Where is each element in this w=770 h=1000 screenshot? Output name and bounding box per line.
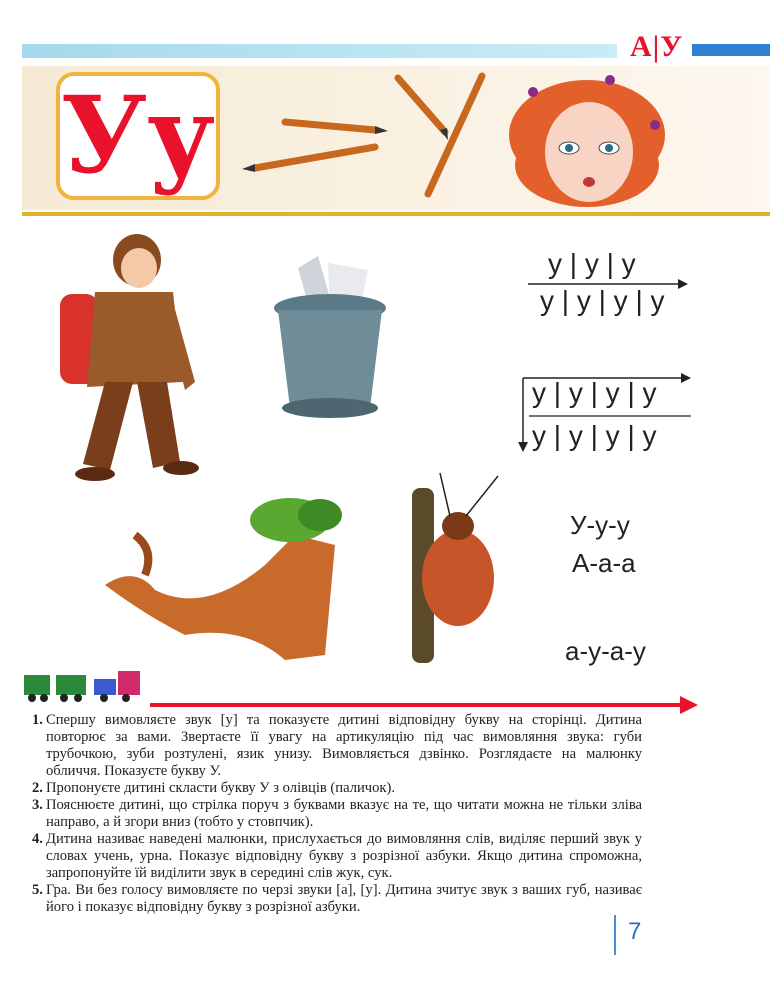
syllable-row-4: у | у | у | у xyxy=(532,420,657,451)
instruction-text: Спершу вимовляєте звук [у] та показуєте дитині відповідну букву на сторінці. Дитина повторює за вами. Звертаєте її увагу на артикуляцію під час вимовляння звука: губи трубочкою, зуби розтулені, язик унизу. Вимовляється дзвінко. Розглядаєте на малюнку обличчя. Показуєте букву У. xyxy=(46,712,642,779)
instruction-item xyxy=(32,780,642,797)
pencil-icon xyxy=(242,147,375,172)
syllable-row-3: у | у | у | у xyxy=(532,377,657,408)
instruction-item xyxy=(32,712,642,780)
instruction-num: 2. xyxy=(32,780,43,796)
instruction-text: Пояснюєте дитині, що стрілка поруч з буквами вказує на те, що читати можна не тільки зліва направо, а й згори вниз (тобто у стовпчик). xyxy=(46,797,642,830)
sequence-3: а-у-а-у xyxy=(565,636,646,666)
header-stripe xyxy=(22,44,617,58)
instruction-text: Гра. Ви без голосу вимовляєте по черзі звуки [а], [у]. Дитина зчитує звук з ваших губ, називає його і показує відповідну букву з розрізної азбуки. xyxy=(46,882,642,915)
header-blue-tab xyxy=(692,44,770,56)
red-arrowhead-icon xyxy=(680,696,700,714)
pencil-icon xyxy=(428,76,482,194)
instruction-text: Дитина називає наведені малюнки, прислухається до вимовляння слів, виділяє перший звук у словах учень, урна. Показує відповідну букву з розрізної азбуки. Якщо дитина спроможна, запропонуйте їй виділити звук в середині слів жук, сук. xyxy=(46,831,642,881)
red-arrow-line xyxy=(150,703,685,707)
beetle-illustration xyxy=(400,468,510,668)
instructions xyxy=(32,712,642,916)
instruction-num: 3. xyxy=(32,797,43,813)
syllable-row-2: у | у | у | у xyxy=(540,285,665,316)
header-letters: А|У xyxy=(630,30,684,63)
sequence-1: У-у-у xyxy=(570,510,630,540)
instruction-item xyxy=(32,797,642,831)
girl-face-illustration xyxy=(505,70,670,210)
header-band-underline xyxy=(22,212,770,216)
instruction-item xyxy=(32,831,642,882)
instruction-num: 5. xyxy=(32,882,43,898)
schoolboy-illustration xyxy=(55,232,205,490)
syllable-row-1: у | у | у xyxy=(548,248,636,279)
instruction-num: 1. xyxy=(32,712,43,728)
instruction-text: Пропонуєте дитині скласти букву У з олівців (паличок). xyxy=(46,780,396,796)
instruction-num: 4. xyxy=(32,831,43,847)
tree-branch-illustration xyxy=(95,495,345,665)
pencil-icon xyxy=(285,122,388,134)
sequence-2: А-а-а xyxy=(572,548,636,578)
instruction-item xyxy=(32,882,642,916)
page-number-divider xyxy=(614,915,616,955)
page-number: 7 xyxy=(628,918,642,945)
trash-bin-illustration xyxy=(268,248,393,428)
big-letter: Уу xyxy=(61,72,215,197)
pencils-letter-illustration xyxy=(240,70,490,200)
toy-train-icon xyxy=(22,665,152,705)
pencil-icon xyxy=(398,78,448,140)
